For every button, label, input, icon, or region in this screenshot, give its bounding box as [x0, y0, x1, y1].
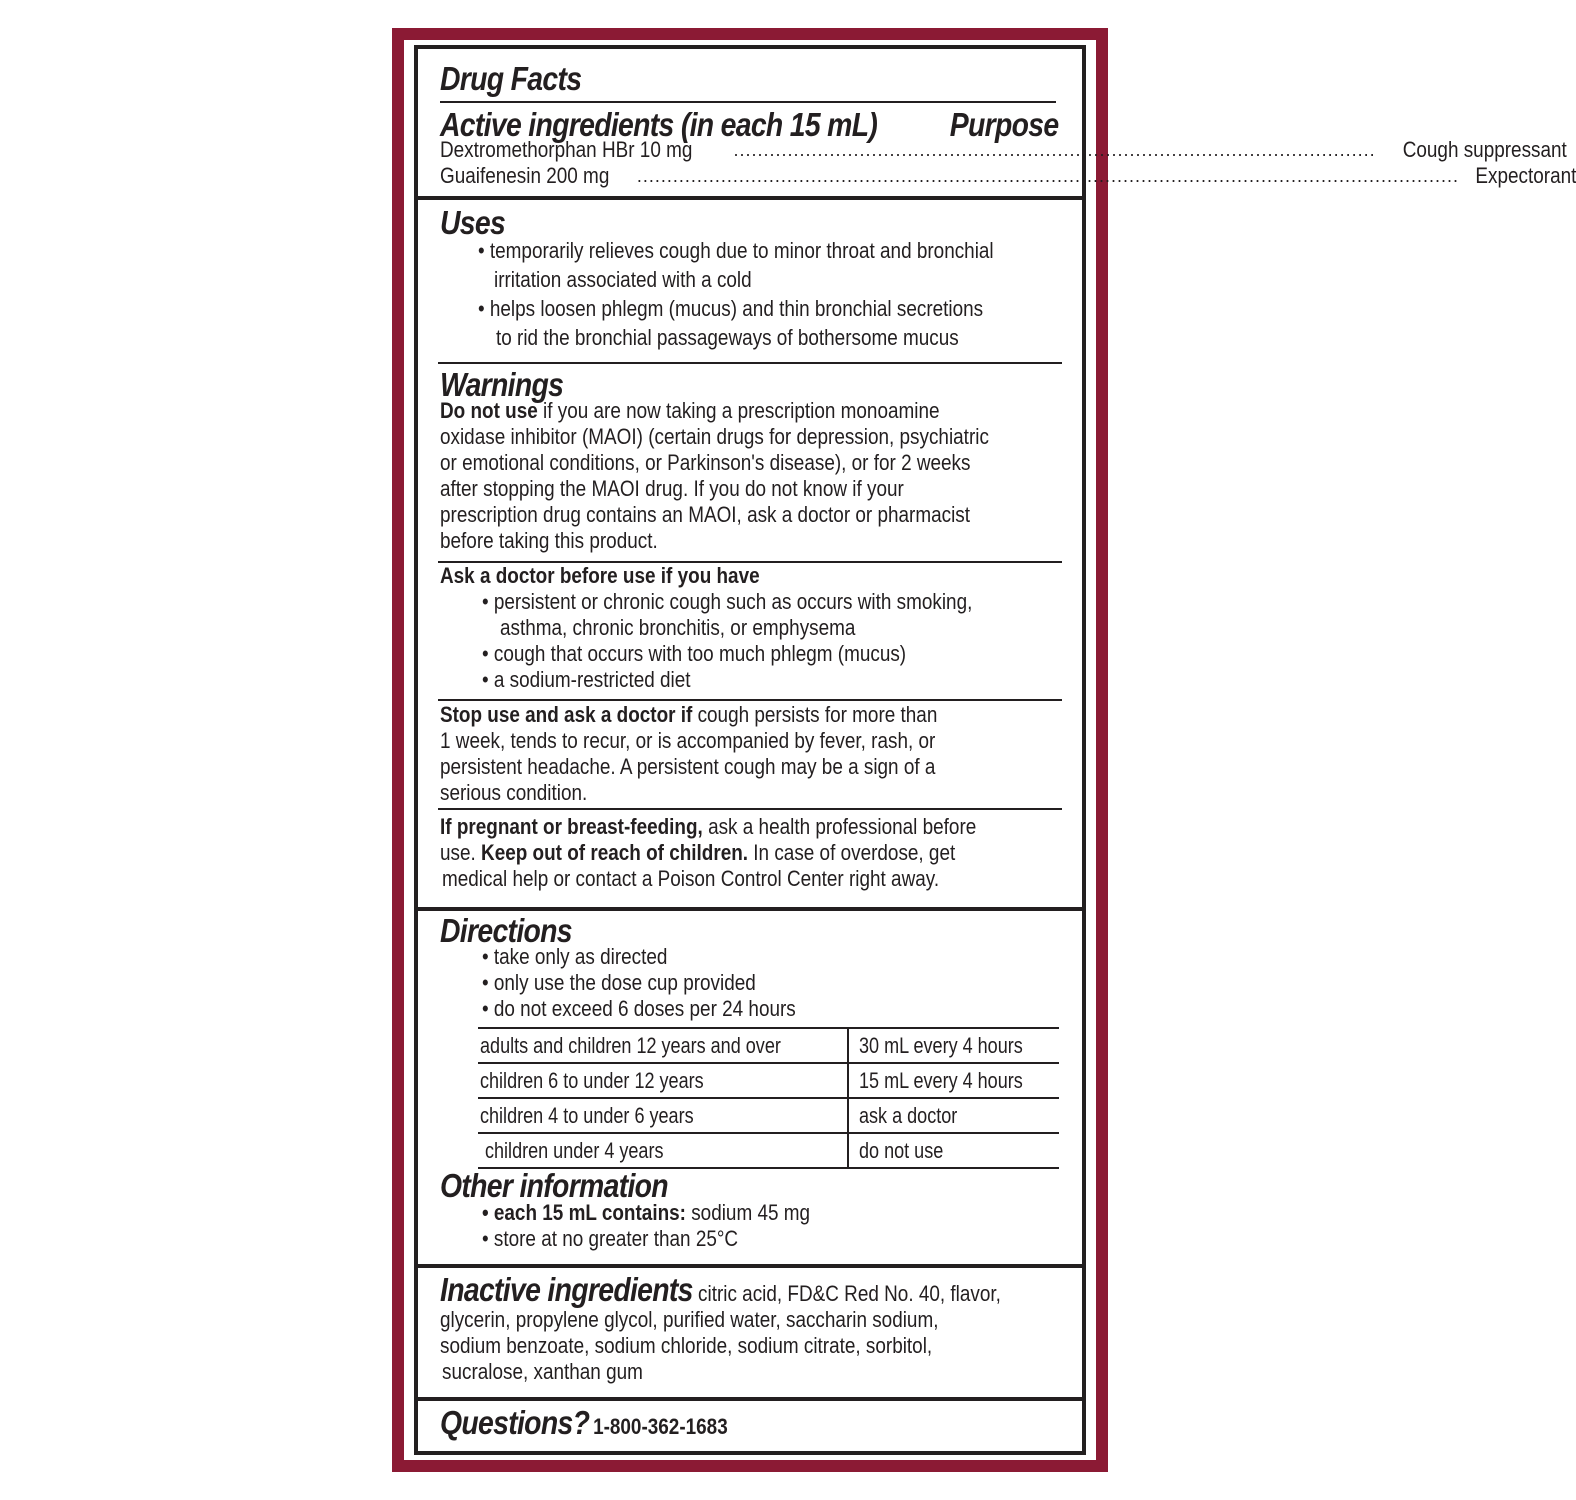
do-not-use-line: oxidase inhibitor (MAOI) (certain drugs for depression, psychiatric — [440, 424, 989, 449]
label-frame — [392, 28, 1576, 1472]
inactive-first-line — [440, 1271, 1001, 1309]
title-rule — [440, 101, 1056, 103]
inactive-text: citric acid, FD&C Red No. 40, flavor, — [692, 1281, 1001, 1306]
ingredient-row — [440, 137, 1567, 163]
ask-doctor-line: • a sodium-restricted diet — [482, 667, 691, 692]
inactive-line: sodium benzoate, sodium chloride, sodium citrate, sorbitol, — [440, 1333, 933, 1358]
ask-doctor-heading: Ask a doctor before use if you have — [440, 563, 760, 588]
warnings-heading: Warnings — [440, 366, 564, 403]
ask-doctor-line: asthma, chronic bronchitis, or emphysema — [500, 615, 856, 640]
ingredient-purpose: Cough suppressant — [1402, 137, 1567, 162]
section-rule — [438, 362, 1062, 364]
age-cell — [478, 1133, 848, 1168]
uses-heading: Uses — [440, 204, 506, 241]
do-not-use-line: prescription drug contains an MAOI, ask a doctor or pharmacist — [440, 502, 971, 527]
sodium-line — [482, 1200, 810, 1226]
age-cell — [478, 1063, 848, 1098]
ask-doctor-line: • persistent or chronic cough such as occurs with smoking, — [482, 589, 973, 614]
label-inner — [404, 40, 1576, 1460]
uses-line: • helps loosen phlegm (mucus) and thin bronchial secretions — [478, 296, 984, 321]
drug-facts-title: Drug Facts — [440, 60, 582, 97]
stop-use-line: 1 week, tends to recur, or is accompanied by fever, rash, or — [440, 728, 936, 753]
age-cell — [478, 1028, 848, 1063]
ingredient-name: Guaifenesin 200 mg — [440, 163, 610, 188]
storage-line: • store at no greater than 25°C — [482, 1226, 739, 1251]
directions-bullet: • do not exceed 6 doses per 24 hours — [482, 996, 796, 1021]
leader-dots: ........................................................................................................... — [733, 140, 1376, 160]
ingredient-purpose: Expectorant — [1475, 163, 1576, 188]
age-text: children under 4 years — [485, 1137, 664, 1163]
purpose-heading: Purpose — [949, 106, 1058, 143]
age-text: children 6 to under 12 years — [480, 1067, 704, 1093]
stop-use-line: serious condition. — [440, 780, 588, 805]
section-divider — [418, 1397, 1082, 1401]
medical-help-line: medical help or contact a Poison Control Center right away. — [442, 866, 940, 891]
uses-line: irritation associated with a cold — [494, 267, 752, 292]
age-text: children 4 to under 6 years — [480, 1102, 694, 1128]
table-row — [478, 1133, 1059, 1168]
sodium-label: • each 15 mL contains: — [482, 1200, 686, 1225]
dose-text: 30 mL every 4 hours — [858, 1032, 1023, 1058]
questions-heading: Questions? — [440, 1404, 590, 1441]
dose-text: do not use — [858, 1137, 944, 1163]
ask-doctor-line: • cough that occurs with too much phlegm (mucus) — [482, 641, 907, 666]
section-rule — [438, 808, 1062, 810]
do-not-use-line: before taking this product. — [440, 528, 658, 553]
use-text: use. — [440, 840, 482, 865]
directions-heading: Directions — [440, 912, 572, 949]
directions-bullet: • take only as directed — [482, 944, 668, 969]
active-ingredients-heading: Active ingredients (in each 15 mL) — [440, 106, 878, 143]
do-not-use-line: or emotional conditions, or Parkinson's disease), or for 2 weeks — [440, 450, 971, 475]
section-rule — [438, 699, 1062, 701]
phone-number: 1-800-362-1683 — [593, 1414, 728, 1439]
stop-use-text: cough persists for more than — [692, 702, 938, 727]
dosage-table — [478, 1027, 1059, 1169]
leader-dots: ......................................................................................................................................... — [636, 166, 1460, 186]
uses-line: • temporarily relieves cough due to minor throat and bronchial — [478, 238, 994, 263]
pregnant-text: ask a health professional before — [702, 814, 977, 839]
inactive-line: glycerin, propylene glycol, purified water, saccharin sodium, — [440, 1307, 939, 1332]
dose-cell — [848, 1063, 1059, 1098]
table-row — [478, 1098, 1059, 1133]
table-row — [478, 1028, 1059, 1063]
age-text: adults and children 12 years and over — [480, 1032, 781, 1058]
overdose-text: In case of overdose, get — [748, 840, 956, 865]
stop-use-label: Stop use and ask a doctor if — [440, 702, 693, 727]
pregnant-label: If pregnant or breast-feeding, — [440, 814, 703, 839]
drug-facts-panel — [414, 45, 1576, 1455]
ingredient-row — [440, 163, 1576, 189]
stop-use-line: persistent headache. A persistent cough may be a sign of a — [440, 754, 936, 779]
table-row — [478, 1063, 1059, 1098]
dose-text: ask a doctor — [858, 1102, 958, 1128]
pregnant-line — [440, 814, 976, 840]
uses-line: to rid the bronchial passageways of bothersome mucus — [496, 325, 959, 350]
age-cell — [478, 1098, 848, 1133]
do-not-use-line — [440, 398, 939, 424]
keep-out-line — [440, 840, 955, 866]
directions-bullet: • only use the dose cup provided — [482, 970, 756, 995]
ingredient-name: Dextromethorphan HBr 10 mg — [440, 137, 693, 162]
sodium-text: sodium 45 mg — [685, 1200, 811, 1225]
inactive-heading: Inactive ingredients — [440, 1271, 693, 1308]
other-information-heading: Other information — [440, 1167, 668, 1204]
section-divider — [418, 1264, 1082, 1268]
section-divider — [418, 196, 1082, 200]
keep-out-label: Keep out of reach of children. — [481, 840, 749, 865]
do-not-use-line: after stopping the MAOI drug. If you do not know if your — [440, 476, 904, 501]
do-not-use-label: Do not use — [440, 398, 538, 423]
dose-cell — [848, 1028, 1059, 1063]
dose-cell — [848, 1133, 1059, 1168]
questions-line — [440, 1404, 728, 1442]
do-not-use-text: if you are now taking a prescription monoamine — [537, 398, 940, 423]
dose-cell — [848, 1098, 1059, 1133]
dose-text: 15 mL every 4 hours — [858, 1067, 1023, 1093]
stop-use-line — [440, 702, 937, 728]
inactive-line: sucralose, xanthan gum — [442, 1359, 643, 1384]
